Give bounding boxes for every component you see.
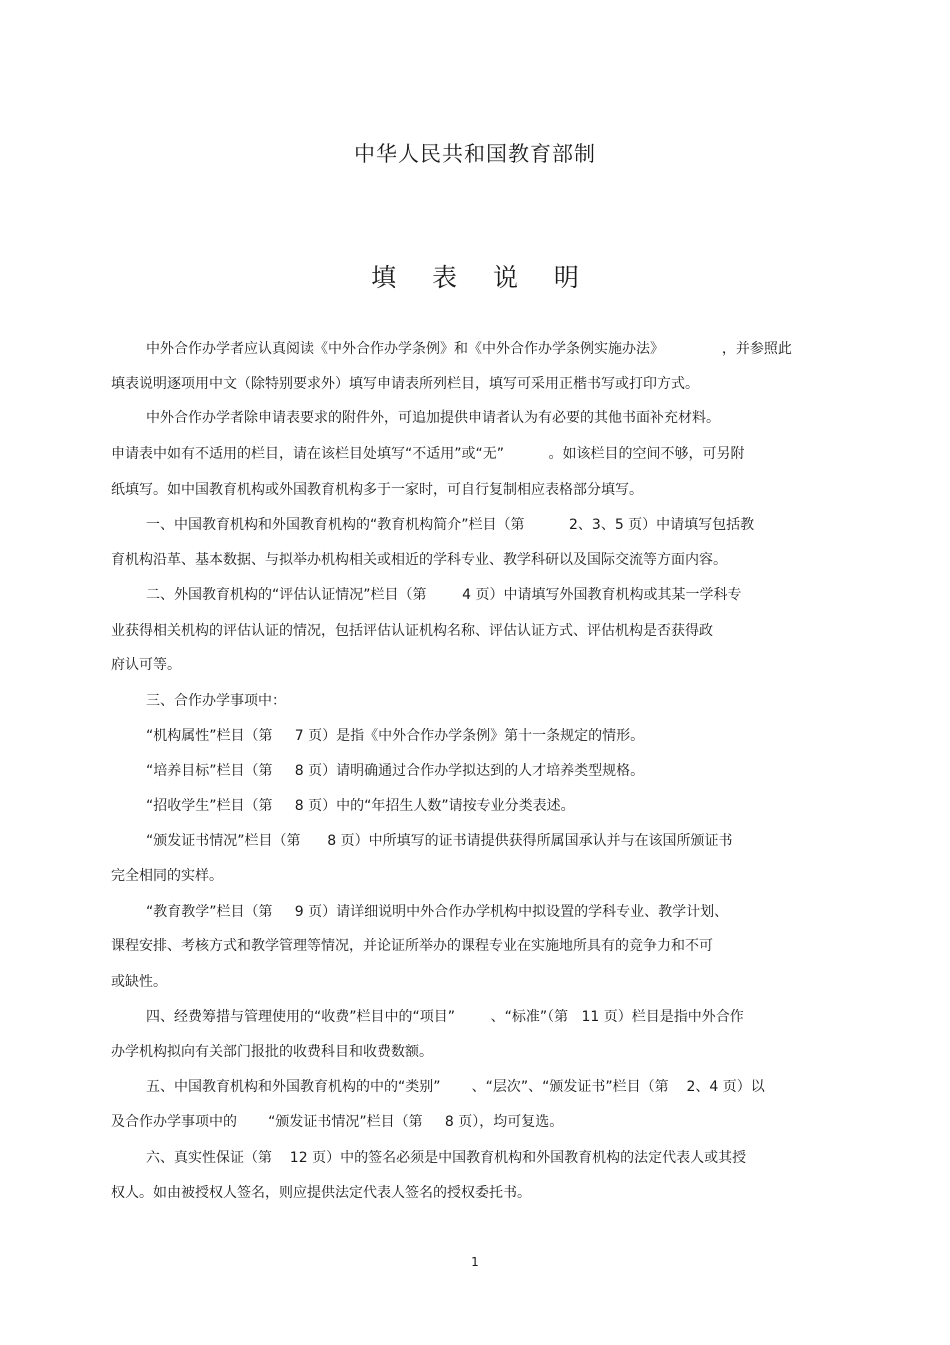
header-title: 中华人民共和国教育部制 — [354, 142, 596, 166]
paragraph-line: 六、真实性保证（第 12 页）中的签名必须是中国教育机构和外国教育机构的法定代表人或其授 — [146, 1150, 747, 1166]
paragraph-line: 权人。如由被授权人签名，则应提供法定代表人签名的授权委托书。 — [111, 1185, 531, 1201]
paragraph-line: 课程安排、考核方式和教学管理等情况，并论证所举办的课程专业在实施地所具有的竞争力和不可 — [111, 938, 713, 954]
paragraph-line: 填表说明逐项用中文（除特别要求外）填写申请表所列栏目，填写可采用正楷书写或打印方式。 — [111, 376, 699, 392]
paragraph-line: 三、合作办学事项中： — [146, 693, 286, 709]
paragraph-line: 中外合作办学者应认真阅读《中外合作办学条例》和《中外合作办学条例实施办法》 ，并参照此 — [146, 341, 792, 357]
paragraph-line: 五、中国教育机构和外国教育机构的中的“类别” 、“层次”、“颁发证书”栏目（第 2、4 页）以 — [146, 1079, 765, 1095]
paragraph-line: 办学机构拟向有关部门报批的收费科目和收费数额。 — [111, 1044, 433, 1060]
paragraph-line: 完全相同的实样。 — [111, 868, 223, 884]
paragraph-line: 申请表中如有不适用的栏目，请在该栏目处填写“不适用”或“无” 。如该栏目的空间不够，可另附 — [111, 446, 745, 462]
paragraph-line: 府认可等。 — [111, 657, 181, 673]
paragraph-line: 或缺性。 — [111, 974, 167, 990]
paragraph-line: “机构属性”栏目（第 7 页）是指《中外合作办学条例》第十一条规定的情形。 — [146, 728, 645, 744]
page-number: 1 — [471, 1255, 479, 1269]
section-title: 填 表 说 明 — [371, 263, 593, 292]
paragraph-line: 育机构沿革、基本数据、与拟举办机构相关或相近的学科专业、教学科研以及国际交流等方面内容。 — [111, 552, 727, 568]
paragraph-line: “颁发证书情况”栏目（第 8 页）中所填写的证书请提供获得所属国承认并与在该国所颁证书 — [146, 833, 733, 849]
paragraph-line: 中外合作办学者除申请表要求的附件外，可追加提供申请者认为有必要的其他书面补充材料。 — [146, 410, 720, 426]
paragraph-line: 四、经费筹措与管理使用的“收费”栏目中的“项目” 、“标准”（第 11 页）栏目是指中外合作 — [146, 1009, 744, 1025]
paragraph-line: 业获得相关机构的评估认证的情况，包括评估认证机构名称、评估认证方式、评估机构是否获得政 — [111, 623, 713, 639]
paragraph-line: 纸填写。如中国教育机构或外国教育机构多于一家时，可自行复制相应表格部分填写。 — [111, 482, 643, 498]
paragraph-line: “教育教学”栏目（第 9 页）请详细说明中外合作办学机构中拟设置的学科专业、教学计划、 — [146, 904, 729, 920]
paragraph-line: 二、外国教育机构的“评估认证情况”栏目（第 4 页）中请填写外国教育机构或其某一学科专 — [146, 587, 742, 603]
paragraph-line: 一、中国教育机构和外国教育机构的“教育机构简介”栏目（第 2、3、5 页）中请填写包括教 — [146, 517, 755, 533]
paragraph-line: “培养目标”栏目（第 8 页）请明确通过合作办学拟达到的人才培养类型规格。 — [146, 763, 645, 779]
paragraph-line: 及合作办学事项中的 “颁发证书情况”栏目（第 8 页），均可复选。 — [111, 1114, 564, 1130]
paragraph-line: “招收学生”栏目（第 8 页）中的“年招生人数”请按专业分类表述。 — [146, 798, 575, 814]
